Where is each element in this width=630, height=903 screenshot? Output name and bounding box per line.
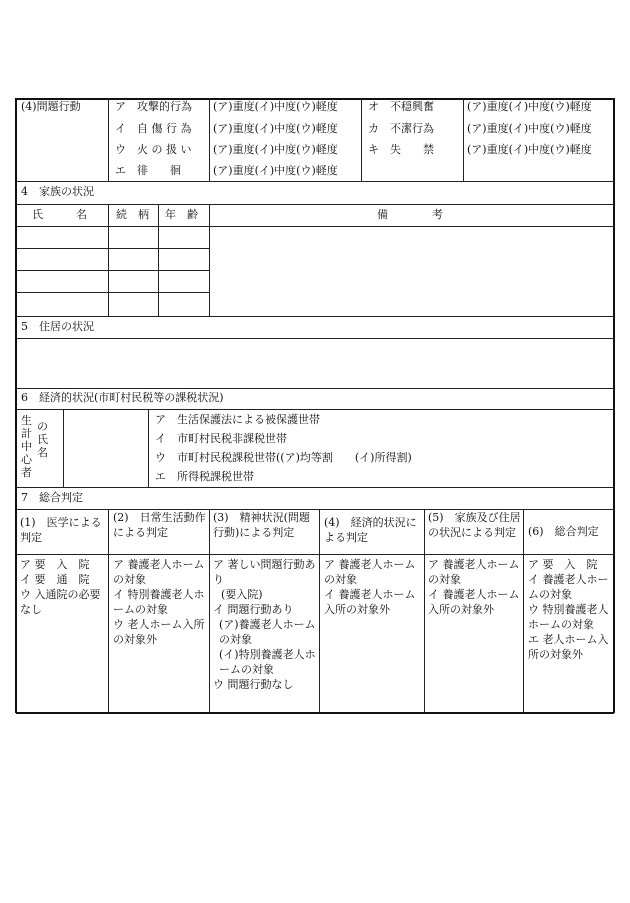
- judgment-option[interactable]: ウ 入通院の必要なし: [20, 588, 101, 616]
- breadwinner-name-field[interactable]: [64, 410, 147, 486]
- judgment-divider: [424, 509, 425, 712]
- family-name-field[interactable]: [17, 293, 107, 315]
- breadwinner-label: 生計中心者: [21, 414, 32, 479]
- tax-status-option[interactable]: イ 市町村民税非課税世帯: [155, 432, 287, 445]
- behavior-item: 失 禁: [390, 143, 434, 156]
- judgment-option[interactable]: ウ 老人ホーム入所の対象外: [113, 618, 205, 646]
- frame-bottom: [16, 712, 614, 714]
- family-col-age: 年 齢: [165, 208, 198, 221]
- severity-choice[interactable]: (ア)重度(イ)中度(ウ)軽度: [467, 143, 592, 156]
- tax-status-option[interactable]: エ 所得税課税世帯: [155, 470, 254, 483]
- judgment-divider: [523, 509, 524, 712]
- judgment-header: (1) 医学による判定: [20, 516, 102, 544]
- economic-heading: 6 経済的状況(市町村民税等の課税状況): [21, 391, 224, 404]
- family-col-note: 備 考: [377, 208, 443, 221]
- judgment-option[interactable]: ア 養護老人ホームの対象: [428, 558, 520, 586]
- judgment-divider: [319, 509, 320, 712]
- behavior-item: 火 の 扱 い: [137, 143, 192, 156]
- judgment-header: (3) 精神状況(問題行動)による判定: [213, 511, 310, 539]
- behavior-mark: エ: [115, 164, 126, 177]
- behavior-mark: ア: [115, 100, 126, 113]
- behavior-mark: オ: [368, 100, 379, 113]
- breadwinner-name-label: の氏名: [37, 420, 48, 459]
- judgment-option[interactable]: エ 老人ホーム入所の対象外: [528, 633, 609, 661]
- family-divider-1: [108, 204, 109, 316]
- family-heading: 4 家族の状況: [21, 185, 94, 198]
- behavior-item: 自 傷 行 為: [137, 122, 192, 135]
- frame-left: [15, 98, 17, 713]
- family-col-name: 氏 名: [32, 208, 87, 221]
- judgment-option[interactable]: イ 養護老人ホーム入所の対象外: [428, 588, 520, 616]
- judgment-option[interactable]: ア 著しい問題行動あり: [213, 558, 316, 586]
- behavior-divider-3: [361, 98, 362, 181]
- behavior-mark: イ: [115, 122, 126, 135]
- family-top-line: [16, 181, 614, 182]
- family-name-field[interactable]: [17, 249, 107, 270]
- judgment-header-line: [16, 554, 614, 555]
- judgment-top-line: [16, 487, 614, 488]
- judgment-options: [428, 557, 521, 617]
- behavior-divider-1: [108, 98, 109, 181]
- judgment-options: [528, 557, 612, 662]
- judgment-options: [213, 557, 317, 692]
- frame-right: [613, 98, 615, 713]
- family-note-field[interactable]: [210, 227, 612, 315]
- judgment-header: (6) 総合判定: [528, 525, 599, 538]
- judgment-option[interactable]: イ 要 通 院: [20, 573, 90, 586]
- behavior-mark: キ: [368, 143, 379, 156]
- judgment-option[interactable]: ア 要 入 院: [20, 558, 90, 571]
- judgment-divider: [209, 509, 210, 712]
- severity-choice[interactable]: (ア)重度(イ)中度(ウ)軽度: [213, 122, 338, 135]
- behavior-item: 攻撃的行為: [137, 100, 192, 113]
- tax-status-option[interactable]: ア 生活保護法による被保護世帯: [155, 413, 320, 426]
- behavior-divider-2: [209, 98, 210, 181]
- judgment-option[interactable]: イ 養護老人ホーム入所の対象外: [324, 588, 416, 616]
- severity-choice[interactable]: (ア)重度(イ)中度(ウ)軽度: [467, 122, 592, 135]
- judgment-option[interactable]: イ 特別養護老人ホームの対象: [113, 588, 205, 616]
- tax-status-option[interactable]: ウ 市町村民税課税世帯((ア)均等割 (イ)所得割): [155, 451, 412, 464]
- housing-field[interactable]: [17, 339, 612, 387]
- behavior-mark: ウ: [115, 143, 126, 156]
- judgment-option[interactable]: (イ)特別養護老人ホームの対象: [219, 648, 316, 676]
- severity-choice[interactable]: (ア)重度(イ)中度(ウ)軽度: [213, 164, 338, 177]
- behavior-item: 不穏興奮: [390, 100, 434, 113]
- judgment-option[interactable]: イ 問題行動あり: [213, 603, 294, 616]
- judgment-header: (2) 日常生活動作による判定: [113, 511, 206, 539]
- judgment-option[interactable]: ア 養護老人ホームの対象: [324, 558, 416, 586]
- family-header-top: [16, 204, 614, 205]
- severity-choice[interactable]: (ア)重度(イ)中度(ウ)軽度: [213, 100, 338, 113]
- judgment-option[interactable]: イ 養護老人ホームの対象: [528, 573, 609, 601]
- economic-top-line: [16, 388, 614, 389]
- judgment-divider: [108, 509, 109, 712]
- judgment-header: (5) 家族及び住居の状況による判定: [428, 511, 521, 539]
- behavior-item: 不潔行為: [390, 122, 434, 135]
- housing-heading: 5 住居の状況: [21, 320, 94, 333]
- judgment-options: [113, 557, 207, 647]
- judgment-header: (4) 経済的状況による判定: [324, 516, 417, 544]
- judgment-options: [20, 557, 106, 617]
- behavior-divider-4: [463, 98, 464, 181]
- family-name-field[interactable]: [17, 227, 107, 248]
- family-divider-2: [158, 204, 159, 316]
- judgment-heading: 7 総合判定: [21, 491, 83, 504]
- judgment-option[interactable]: ア 養護老人ホームの対象: [113, 558, 205, 586]
- severity-choice[interactable]: (ア)重度(イ)中度(ウ)軽度: [467, 100, 592, 113]
- judgment-option[interactable]: ア 要 入 院: [528, 558, 598, 571]
- family-name-field[interactable]: [17, 271, 107, 292]
- housing-top-line: [16, 316, 614, 317]
- behavior-label: (4)問題行動: [21, 100, 81, 113]
- judgment-option: (要入院): [221, 588, 263, 601]
- family-col-relation: 続 柄: [116, 208, 149, 221]
- severity-choice[interactable]: (ア)重度(イ)中度(ウ)軽度: [213, 143, 338, 156]
- judgment-option[interactable]: ウ 特別養護老人ホームの対象: [528, 603, 609, 631]
- judgment-option[interactable]: (ア)養護老人ホームの対象: [219, 618, 316, 646]
- behavior-item: 徘 徊: [137, 164, 181, 177]
- behavior-mark: カ: [368, 122, 379, 135]
- judgment-options: [324, 557, 422, 617]
- economic-divider-2: [148, 409, 149, 487]
- judgment-option[interactable]: ウ 問題行動なし: [213, 678, 294, 691]
